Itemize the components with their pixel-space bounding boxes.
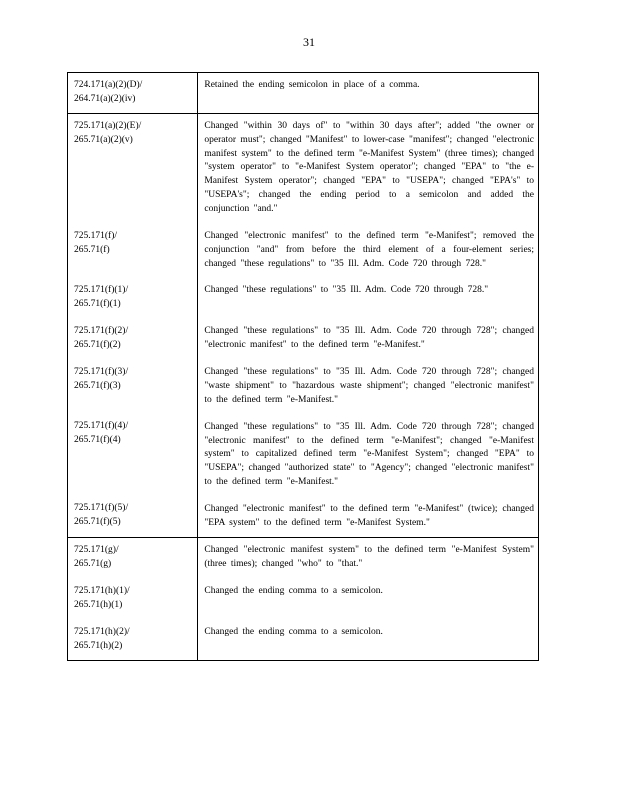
table-row [68, 537, 539, 660]
section-line: 265.71(g) [74, 558, 112, 569]
change-cell [198, 537, 539, 660]
change-description: Changed "within 30 days of" to "within 30 days after"; added "the owner or operator must"; changed "Manifest" to lower-case "manifest"; changed "electronic manifest system" to the defined term "e-Manifest System" (three times); changed "system operator" to "e-Manifest System operator"; changed "EPA" to "the e-Manifest System operator"; changed "EPA" to "USEPA"; changed "EPA's" to "USEPA's"; changed the ending period to a semicolon and added the conjunction "and." [204, 121, 534, 214]
section-line: 725.171(g)/ [74, 544, 119, 555]
section-reference [74, 230, 193, 271]
change-description: Changed "these regulations" to "35 Ill. Adm. Code 720 through 728." [204, 285, 489, 296]
change-description: Retained the ending semicolon in place of a comma. [204, 80, 420, 90]
change-description: Changed the ending comma to a semicolon. [204, 626, 383, 637]
change-description: Changed "these regulations" to "35 Ill. Adm. Code 720 through 728"; changed "electronic manifest" to the defined term "e-Manifest." [204, 326, 534, 351]
section-line: 725.171(h)(2)/ [74, 626, 130, 637]
section-reference [74, 325, 193, 353]
section-reference [74, 366, 193, 407]
section-line: 725.171(f)(3)/ [74, 367, 129, 377]
section-cell [68, 73, 198, 114]
section-reference [74, 420, 193, 489]
section-line: 725.171(f)(2)/ [74, 326, 129, 336]
section-line: 265.71(h)(2) [74, 640, 123, 651]
section-line: 265.71(h)(1) [74, 599, 123, 610]
change-cell [198, 73, 539, 114]
section-cell [68, 114, 198, 538]
section-line: 725.171(h)(1)/ [74, 585, 130, 596]
section-line: 724.171(a)(2)(D)/ [74, 80, 143, 90]
section-reference [74, 120, 193, 217]
table-row [68, 114, 539, 538]
change-cell [198, 114, 539, 538]
section-cell [68, 537, 198, 660]
section-line: 725.171(f)(4)/ [74, 421, 129, 431]
section-line: 265.71(a)(2)(v) [74, 134, 133, 145]
section-line: 265.71(f)(3) [74, 380, 121, 391]
section-reference [74, 79, 193, 107]
section-line: 725.171(f)/ [74, 231, 118, 241]
section-line: 265.71(f)(1) [74, 298, 121, 309]
section-line: 265.71(f)(4) [74, 434, 121, 445]
section-reference [74, 502, 193, 530]
amendment-table [67, 72, 539, 661]
section-reference [74, 544, 193, 572]
page-number: 31 [303, 35, 315, 49]
change-description: Changed "electronic manifest" to the defined term "e-Manifest" (twice); changed "EPA system" to the defined term "e-Manifest System." [204, 503, 534, 528]
change-description: Changed "these regulations" to "35 Ill. Adm. Code 720 through 728"; changed "waste shipment" to "hazardous waste shipment"; changed "electronic manifest" to the defined term "e-Manifest." [204, 367, 534, 405]
section-line: 725.171(a)(2)(E)/ [74, 121, 142, 131]
section-line: 264.71(a)(2)(iv) [74, 93, 136, 104]
table-row [68, 73, 539, 114]
change-description: Changed "electronic manifest system" to the defined term "e-Manifest System" (three times); changed "who" to "that." [204, 544, 534, 569]
section-line: 265.71(f) [74, 244, 110, 255]
section-line: 265.71(f)(5) [74, 516, 121, 527]
amendment-table-body [68, 73, 539, 661]
section-reference [74, 585, 193, 613]
section-reference [74, 626, 193, 654]
change-description: Changed "electronic manifest" to the defined term "e-Manifest"; removed the conjunction "and" from before the third element of a four-element series; changed "these regulations" to "35 Ill. Adm. Code 720 through 728." [204, 231, 534, 269]
section-line: 265.71(f)(2) [74, 339, 121, 350]
section-reference [74, 284, 193, 312]
section-line: 725.171(f)(5)/ [74, 503, 129, 513]
change-description: Changed the ending comma to a semicolon. [204, 585, 383, 596]
change-description: Changed "these regulations" to "35 Ill. Adm. Code 720 through 728"; changed "electronic manifest" to the defined term "e-Manifest"; changed "e-Manifest system" to capitalized defined term "e-Manifest System"; changed "EPA" to "USEPA"; changed "authorized state" to "Agency"; changed "electronic manifest" to the defined term "e-Manifest." [204, 421, 534, 487]
section-line: 725.171(f)(1)/ [74, 285, 129, 295]
